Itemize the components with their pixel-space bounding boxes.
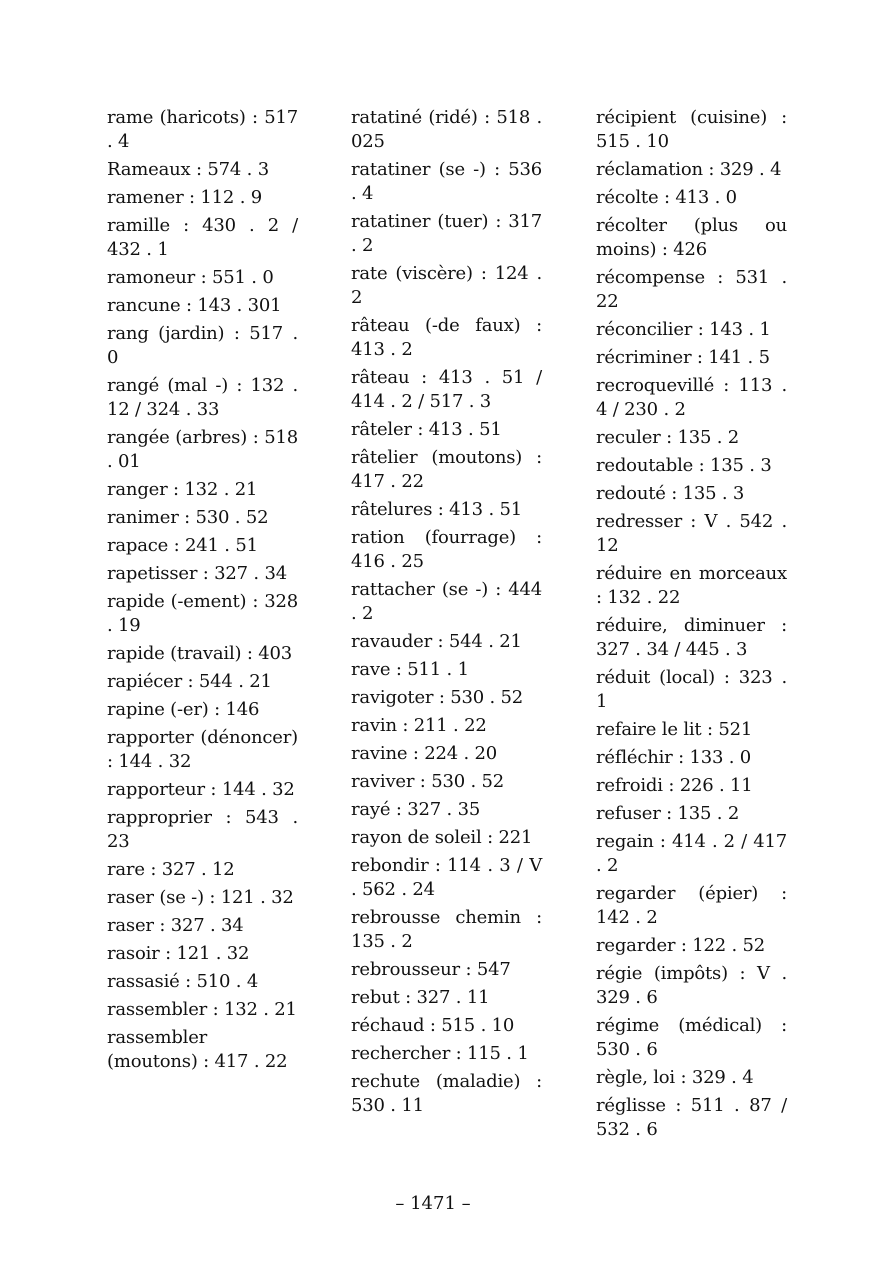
index-entry: rassasié : 510 . 4 xyxy=(107,971,259,992)
index-entry: réduire, diminuer : 327 . 34 / 445 . 3 xyxy=(596,615,787,660)
index-entry: récolter (plus ou moins) : 426 xyxy=(596,215,787,260)
index-entry: rangé (mal -) : 132 . 12 / 324 . 33 xyxy=(107,375,298,420)
index-entry: réduit (local) : 323 . 1 xyxy=(596,667,787,712)
index-entry: rassembler (moutons) : 417 . 22 xyxy=(107,1027,288,1072)
index-entry: ravauder : 544 . 21 xyxy=(351,631,522,652)
index-entry: rangée (arbres) : 518 . 01 xyxy=(107,427,298,472)
index-entry: ration (fourrage) : 416 . 25 xyxy=(351,527,542,572)
index-entry: Rameaux : 574 . 3 xyxy=(107,159,269,180)
index-entry: réchaud : 515 . 10 xyxy=(351,1015,515,1036)
index-entry: régime (médical) : 530 . 6 xyxy=(596,1015,787,1060)
index-entry: ramille : 430 . 2 / 432 . 1 xyxy=(107,215,298,260)
index-entry: refuser : 135 . 2 xyxy=(596,803,740,824)
index-entry: ranimer : 530 . 52 xyxy=(107,507,269,528)
index-entry: ramener : 112 . 9 xyxy=(107,187,262,208)
index-entry: rapide (-ement) : 328 . 19 xyxy=(107,591,298,636)
index-entry: redouté : 135 . 3 xyxy=(596,483,745,504)
index-entry: régie (impôts) : V . 329 . 6 xyxy=(596,963,787,1008)
index-entry: réclamation : 329 . 4 xyxy=(596,159,782,180)
index-entry: refaire le lit : 521 xyxy=(596,719,753,740)
index-entry: reculer : 135 . 2 xyxy=(596,427,740,448)
index-entry: rassembler : 132 . 21 xyxy=(107,999,297,1020)
index-entry: rapide (travail) : 403 xyxy=(107,643,293,664)
index-entry: refroidi : 226 . 11 xyxy=(596,775,753,796)
index-entry: rame (haricots) : 517 . 4 xyxy=(107,107,298,152)
index-entry: récompense : 531 . 22 xyxy=(596,267,787,312)
index-entry: raser : 327 . 34 xyxy=(107,915,244,936)
index-entry: redoutable : 135 . 3 xyxy=(596,455,772,476)
index-entry: rapetisser : 327 . 34 xyxy=(107,563,287,584)
index-entry: râteler : 413 . 51 xyxy=(351,419,502,440)
index-entry: rechute (maladie) : 530 . 11 xyxy=(351,1071,542,1116)
index-entry: redresser : V . 542 . 12 xyxy=(596,511,787,556)
index-entry: ratatiné (ridé) : 518 . 025 xyxy=(351,107,542,152)
index-column-3 xyxy=(596,106,787,1146)
index-entry: raser (se -) : 121 . 32 xyxy=(107,887,294,908)
index-entry: râteau : 413 . 51 / 414 . 2 / 517 . 3 xyxy=(351,367,542,412)
index-entry: râtelier (moutons) : 417 . 22 xyxy=(351,447,542,492)
index-entry: rattacher (se -) : 444 . 2 xyxy=(351,579,542,624)
index-entry: réglisse : 511 . 87 / 532 . 6 xyxy=(596,1095,787,1140)
index-entry: récriminer : 141 . 5 xyxy=(596,347,770,368)
index-entry: ranger : 132 . 21 xyxy=(107,479,258,500)
index-entry: ravin : 211 . 22 xyxy=(351,715,487,736)
index-entry: raviver : 530 . 52 xyxy=(351,771,505,792)
index-entry: recroquevillé : 113 . 4 / 230 . 2 xyxy=(596,375,787,420)
index-entry: rechercher : 115 . 1 xyxy=(351,1043,529,1064)
index-entry: râtelures : 413 . 51 xyxy=(351,499,522,520)
index-entry: regain : 414 . 2 / 417 . 2 xyxy=(596,831,787,876)
index-entry: rapporter (dénoncer) : 144 . 32 xyxy=(107,727,298,772)
index-entry: rebut : 327 . 11 xyxy=(351,987,490,1008)
index-entry: réduire en morceaux : 132 . 22 xyxy=(596,563,787,608)
index-entry: regarder (épier) : 142 . 2 xyxy=(596,883,787,928)
index-column-1 xyxy=(107,106,298,1078)
index-entry: ravigoter : 530 . 52 xyxy=(351,687,524,708)
index-entry: réconcilier : 143 . 1 xyxy=(596,319,771,340)
index-entry: rancune : 143 . 301 xyxy=(107,295,282,316)
index-entry: rapporteur : 144 . 32 xyxy=(107,779,295,800)
page-number: – 1471 – xyxy=(395,1193,471,1214)
index-entry: regarder : 122 . 52 xyxy=(596,935,766,956)
index-entry: rapine (-er) : 146 xyxy=(107,699,260,720)
index-entry: ravine : 224 . 20 xyxy=(351,743,498,764)
index-entry: rayé : 327 . 35 xyxy=(351,799,481,820)
index-entry: ratatiner (se -) : 536 . 4 xyxy=(351,159,542,204)
index-entry: rate (viscère) : 124 . 2 xyxy=(351,263,542,308)
index-entry: ramoneur : 551 . 0 xyxy=(107,267,274,288)
index-entry: rebondir : 114 . 3 / V . 562 . 24 xyxy=(351,855,542,900)
index-entry: rebrousseur : 547 xyxy=(351,959,511,980)
index-entry: rang (jardin) : 517 . 0 xyxy=(107,323,298,368)
index-entry: règle, loi : 329 . 4 xyxy=(596,1067,754,1088)
index-entry: rayon de soleil : 221 xyxy=(351,827,533,848)
index-entry: ratatiner (tuer) : 317 . 2 xyxy=(351,211,542,256)
index-entry: réfléchir : 133 . 0 xyxy=(596,747,752,768)
index-entry: rare : 327 . 12 xyxy=(107,859,235,880)
index-entry: récipient (cuisine) : 515 . 10 xyxy=(596,107,787,152)
index-entry: rapiécer : 544 . 21 xyxy=(107,671,272,692)
index-entry: rebrousse chemin : 135 . 2 xyxy=(351,907,542,952)
index-entry: rave : 511 . 1 xyxy=(351,659,469,680)
index-entry: rasoir : 121 . 32 xyxy=(107,943,250,964)
index-entry: rapace : 241 . 51 xyxy=(107,535,258,556)
index-entry: râteau (-de faux) : 413 . 2 xyxy=(351,315,542,360)
index-entry: récolte : 413 . 0 xyxy=(596,187,737,208)
index-column-2 xyxy=(351,106,542,1122)
index-entry: rapproprier : 543 . 23 xyxy=(107,807,298,852)
